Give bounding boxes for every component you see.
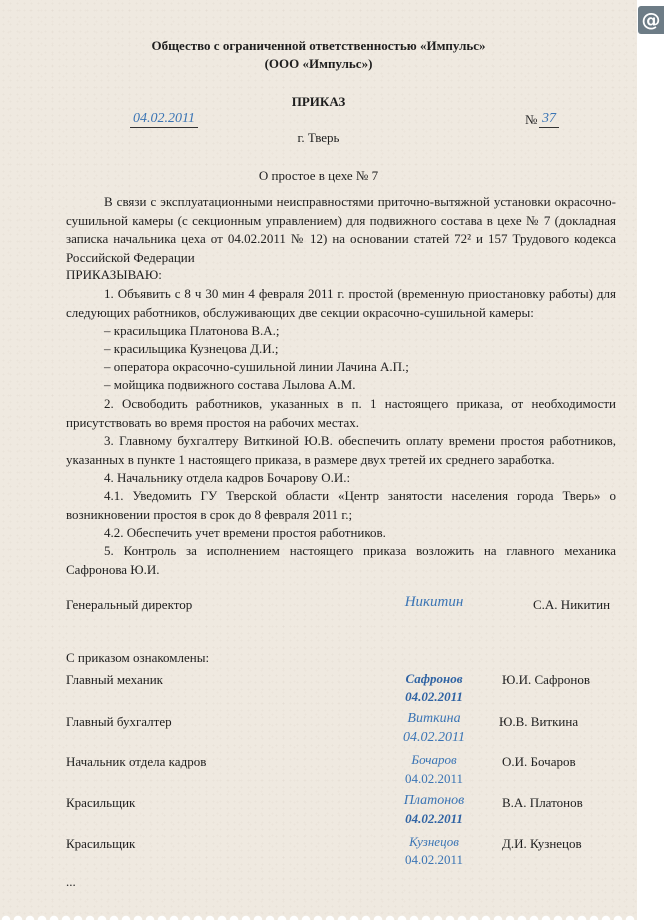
ack-signature: Сафронов	[405, 671, 463, 686]
director-signature: Никитин	[404, 594, 464, 610]
director-position: Генеральный директор	[66, 597, 193, 612]
ack-date: 04.02.2011	[405, 689, 463, 704]
order-item-4: 4. Начальнику отдела кадров Бочарову О.И.:	[104, 470, 351, 485]
ack-signature: Виткина	[407, 711, 461, 726]
order-subject: О простое в цехе № 7	[258, 168, 379, 183]
torn-edge	[0, 912, 637, 920]
list-item: – оператора окрасочно-сушильной линии Лачина А.П.;	[104, 359, 409, 374]
org-short-name: (ООО «Импульс»)	[264, 56, 373, 71]
ack-name: Д.И. Кузнецов	[502, 836, 582, 851]
order-number: 37	[539, 111, 559, 128]
org-name: Общество с ограниченной ответственностью «Импульс»	[151, 38, 486, 53]
director-name: С.А. Никитин	[533, 597, 611, 612]
ack-signature: Платонов	[403, 793, 465, 808]
list-item: – красильщика Платонова В.А.;	[104, 323, 280, 338]
order-item-4-1: 4.1. Уведомить ГУ Тверской области «Центр занятости населения города Тверь» о возникновении простоя в срок до 8 февраля 2011 г.;	[66, 488, 616, 522]
ellipsis: ...	[66, 874, 76, 889]
order-item-4-2: 4.2. Обеспечить учет времени простоя работников.	[104, 525, 386, 540]
ack-date: 04.02.2011	[403, 730, 465, 745]
ack-position: Красильщик	[66, 836, 136, 851]
order-item-5: 5. Контроль за исполнением настоящего приказа возложить на главного механика Сафронова Ю.И.	[66, 543, 616, 577]
ack-position: Главный бухгалтер	[66, 714, 172, 729]
list-item: – мойщика подвижного состава Лылова А.М.	[104, 377, 356, 392]
order-item-2: 2. Освободить работников, указанных в п. 1 настоящего приказа, от необходимости присутствовать во время простоя на рабочих местах.	[66, 396, 616, 430]
preamble: В связи с эксплуатационными неисправностями приточно-вытяжной установки окрасочно-сушильной камеры (с секционным управлением) для подвижного состава в цехе № 7 (докладная записка начальника цеха от 04.02.2011 № 12) на основании статей 72² и 157 Трудового кодекса Российской Федерации	[66, 194, 616, 265]
order-title: ПРИКАЗ	[291, 94, 346, 109]
list-item: – красильщика Кузнецова Д.И.;	[104, 341, 279, 356]
ack-position: Начальник отдела кадров	[66, 754, 207, 769]
order-city: г. Тверь	[297, 130, 340, 145]
ack-name: О.И. Бочаров	[502, 754, 576, 769]
ack-date: 04.02.2011	[404, 852, 464, 867]
ack-signature: Кузнецов	[409, 834, 459, 849]
ack-date: 04.02.2011	[404, 771, 464, 786]
ack-date: 04.02.2011	[405, 811, 463, 826]
order-item-1: 1. Объявить с 8 ч 30 мин 4 февраля 2011 г. простой (временную приостановку работы) для следующих работников, обслуживающих две секции окрасочно-сушильной камеры:	[66, 286, 616, 320]
ack-name: В.А. Платонов	[502, 795, 583, 810]
ack-name: Ю.В. Виткина	[499, 714, 579, 729]
ack-name: Ю.И. Сафронов	[502, 672, 590, 687]
ack-position: Красильщик	[66, 795, 136, 810]
order-item-3: 3. Главному бухгалтеру Виткиной Ю.В. обеспечить оплату времени простоя работников, указанных в пункте 1 настоящего приказа, в размере двух третей их среднего заработка.	[66, 433, 616, 467]
order-number-label: №	[525, 112, 538, 127]
at-icon[interactable]: @	[638, 6, 664, 34]
order-date: 04.02.2011	[130, 111, 198, 128]
acknowledgement-heading: С приказом ознакомлены:	[66, 650, 210, 665]
ack-signature: Бочаров	[411, 752, 457, 767]
command-word: ПРИКАЗЫВАЮ:	[66, 267, 162, 282]
ack-position: Главный механик	[66, 672, 163, 687]
